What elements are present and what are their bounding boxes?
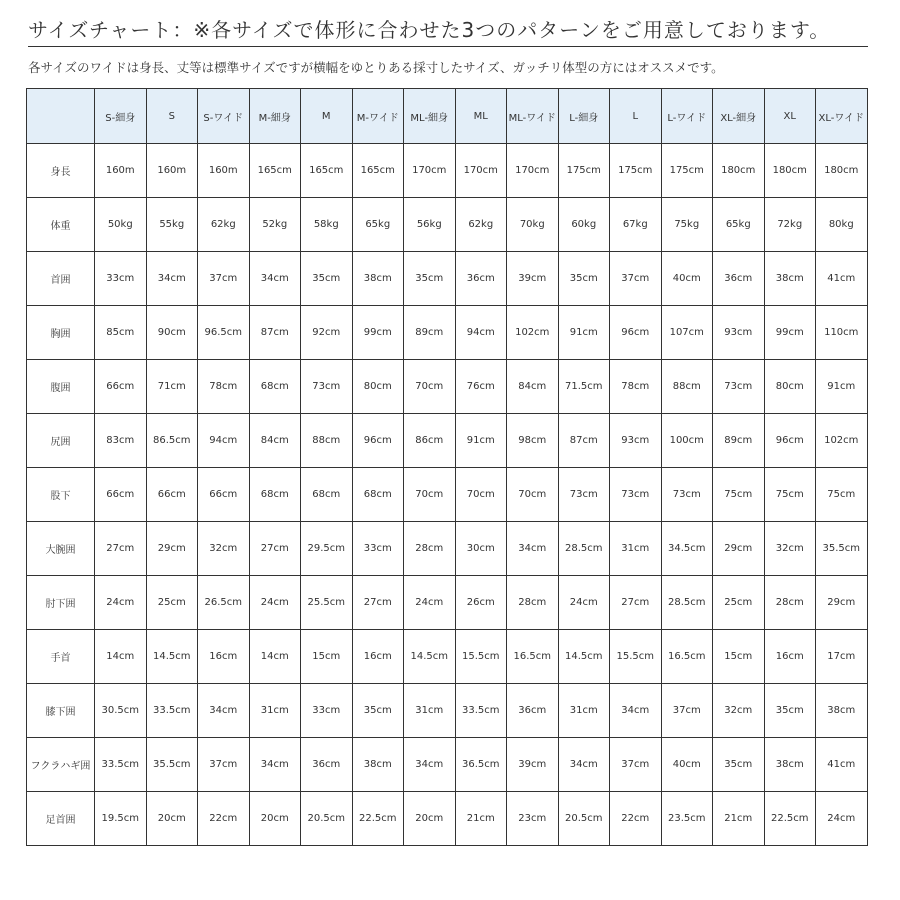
measurement-value-cell: 84cm [507, 360, 559, 414]
size-header-cell: S-細身 [95, 89, 147, 144]
table-row [27, 306, 868, 360]
measurement-value-cell: 91cm [816, 360, 868, 414]
size-header-cell: S-ワイド [198, 89, 250, 144]
measurement-value-cell: 28.5cm [558, 522, 610, 576]
measurement-label-cell: 尻囲 [27, 414, 95, 468]
measurement-value-cell: 22cm [198, 792, 250, 846]
measurement-value-cell: 28cm [764, 576, 816, 630]
measurement-value-cell: 71.5cm [558, 360, 610, 414]
measurement-value-cell: 34cm [249, 738, 301, 792]
measurement-value-cell: 37cm [610, 252, 662, 306]
measurement-value-cell: 39cm [507, 738, 559, 792]
measurement-value-cell: 180cm [764, 144, 816, 198]
measurement-value-cell: 70cm [455, 468, 507, 522]
measurement-value-cell: 99cm [352, 306, 404, 360]
measurement-value-cell: 86cm [404, 414, 456, 468]
table-header-row [27, 89, 868, 144]
measurement-value-cell: 29cm [713, 522, 765, 576]
measurement-value-cell: 24cm [95, 576, 147, 630]
measurement-value-cell: 110cm [816, 306, 868, 360]
table-row [27, 252, 868, 306]
measurement-value-cell: 32cm [764, 522, 816, 576]
measurement-value-cell: 39cm [507, 252, 559, 306]
measurement-label-cell: 体重 [27, 198, 95, 252]
measurement-value-cell: 86.5cm [146, 414, 198, 468]
measurement-value-cell: 102cm [816, 414, 868, 468]
measurement-value-cell: 160m [198, 144, 250, 198]
measurement-value-cell: 78cm [610, 360, 662, 414]
measurement-value-cell: 80cm [352, 360, 404, 414]
measurement-value-cell: 73cm [301, 360, 353, 414]
size-header-cell: ML-ワイド [507, 89, 559, 144]
measurement-value-cell: 16cm [764, 630, 816, 684]
measurement-value-cell: 16cm [198, 630, 250, 684]
measurement-value-cell: 89cm [713, 414, 765, 468]
measurement-value-cell: 38cm [352, 738, 404, 792]
measurement-value-cell: 70cm [507, 468, 559, 522]
measurement-value-cell: 96.5cm [198, 306, 250, 360]
measurement-value-cell: 70kg [507, 198, 559, 252]
measurement-value-cell: 75cm [816, 468, 868, 522]
measurement-value-cell: 14.5cm [404, 630, 456, 684]
measurement-value-cell: 38cm [816, 684, 868, 738]
measurement-value-cell: 99cm [764, 306, 816, 360]
measurement-value-cell: 28cm [507, 576, 559, 630]
measurement-value-cell: 62kg [198, 198, 250, 252]
measurement-value-cell: 31cm [249, 684, 301, 738]
measurement-value-cell: 36cm [301, 738, 353, 792]
size-header-cell: ML [455, 89, 507, 144]
measurement-value-cell: 34cm [198, 684, 250, 738]
measurement-value-cell: 68cm [249, 360, 301, 414]
measurement-value-cell: 25cm [713, 576, 765, 630]
measurement-value-cell: 16.5cm [661, 630, 713, 684]
measurement-value-cell: 65kg [352, 198, 404, 252]
measurement-value-cell: 84cm [249, 414, 301, 468]
measurement-value-cell: 34cm [404, 738, 456, 792]
table-row [27, 198, 868, 252]
measurement-value-cell: 23cm [507, 792, 559, 846]
measurement-value-cell: 107cm [661, 306, 713, 360]
measurement-value-cell: 180cm [816, 144, 868, 198]
measurement-value-cell: 27cm [352, 576, 404, 630]
measurement-value-cell: 34cm [146, 252, 198, 306]
table-row [27, 738, 868, 792]
measurement-value-cell: 91cm [455, 414, 507, 468]
measurement-value-cell: 73cm [610, 468, 662, 522]
measurement-value-cell: 73cm [558, 468, 610, 522]
measurement-value-cell: 29cm [146, 522, 198, 576]
measurement-value-cell: 180cm [713, 144, 765, 198]
measurement-value-cell: 20cm [146, 792, 198, 846]
title-divider [28, 46, 868, 47]
measurement-value-cell: 34cm [507, 522, 559, 576]
measurement-value-cell: 70cm [404, 468, 456, 522]
measurement-value-cell: 58kg [301, 198, 353, 252]
measurement-value-cell: 20.5cm [301, 792, 353, 846]
size-chart-table [26, 88, 868, 846]
measurement-value-cell: 15.5cm [455, 630, 507, 684]
measurement-value-cell: 170cm [455, 144, 507, 198]
size-header-cell: L [610, 89, 662, 144]
measurement-value-cell: 36cm [507, 684, 559, 738]
measurement-value-cell: 24cm [558, 576, 610, 630]
measurement-value-cell: 35cm [352, 684, 404, 738]
table-row [27, 522, 868, 576]
table-row [27, 792, 868, 846]
measurement-label-cell: 胸囲 [27, 306, 95, 360]
measurement-value-cell: 78cm [198, 360, 250, 414]
measurement-value-cell: 52kg [249, 198, 301, 252]
measurement-value-cell: 35cm [713, 738, 765, 792]
measurement-label-cell: 首囲 [27, 252, 95, 306]
measurement-value-cell: 32cm [198, 522, 250, 576]
measurement-label-cell: 手首 [27, 630, 95, 684]
measurement-value-cell: 22.5cm [764, 792, 816, 846]
measurement-value-cell: 33.5cm [146, 684, 198, 738]
measurement-value-cell: 88cm [661, 360, 713, 414]
size-header-cell: XL-細身 [713, 89, 765, 144]
page-title: サイズチャート：※各サイズで体形に合わせた3つのパターンをご用意しております。 [28, 18, 831, 42]
measurement-value-cell: 20.5cm [558, 792, 610, 846]
measurement-value-cell: 76cm [455, 360, 507, 414]
measurement-value-cell: 24cm [404, 576, 456, 630]
measurement-value-cell: 21cm [713, 792, 765, 846]
measurement-value-cell: 165cm [301, 144, 353, 198]
measurement-value-cell: 33cm [95, 252, 147, 306]
measurement-value-cell: 165cm [249, 144, 301, 198]
measurement-value-cell: 26.5cm [198, 576, 250, 630]
measurement-value-cell: 160m [146, 144, 198, 198]
measurement-value-cell: 87cm [249, 306, 301, 360]
size-header-cell: M [301, 89, 353, 144]
measurement-value-cell: 165cm [352, 144, 404, 198]
measurement-value-cell: 37cm [198, 252, 250, 306]
measurement-value-cell: 80kg [816, 198, 868, 252]
measurement-value-cell: 32cm [713, 684, 765, 738]
measurement-label-cell: 肘下囲 [27, 576, 95, 630]
measurement-value-cell: 25.5cm [301, 576, 353, 630]
measurement-value-cell: 35cm [404, 252, 456, 306]
measurement-value-cell: 41cm [816, 252, 868, 306]
size-header-cell: M-細身 [249, 89, 301, 144]
measurement-value-cell: 62kg [455, 198, 507, 252]
measurement-value-cell: 31cm [404, 684, 456, 738]
measurement-value-cell: 72kg [764, 198, 816, 252]
measurement-value-cell: 96cm [764, 414, 816, 468]
table-row [27, 144, 868, 198]
measurement-value-cell: 80cm [764, 360, 816, 414]
measurement-value-cell: 175cm [610, 144, 662, 198]
measurement-value-cell: 36.5cm [455, 738, 507, 792]
size-header-cell: ML-細身 [404, 89, 456, 144]
measurement-value-cell: 29cm [816, 576, 868, 630]
measurement-value-cell: 98cm [507, 414, 559, 468]
measurement-value-cell: 30cm [455, 522, 507, 576]
measurement-value-cell: 22cm [610, 792, 662, 846]
measurement-value-cell: 37cm [610, 738, 662, 792]
measurement-value-cell: 66cm [95, 468, 147, 522]
table-row [27, 576, 868, 630]
measurement-value-cell: 35cm [301, 252, 353, 306]
table-row [27, 414, 868, 468]
measurement-value-cell: 66cm [198, 468, 250, 522]
measurement-value-cell: 20cm [404, 792, 456, 846]
measurement-value-cell: 94cm [198, 414, 250, 468]
measurement-value-cell: 35cm [558, 252, 610, 306]
measurement-value-cell: 15cm [713, 630, 765, 684]
measurement-value-cell: 93cm [713, 306, 765, 360]
measurement-value-cell: 31cm [558, 684, 610, 738]
measurement-value-cell: 67kg [610, 198, 662, 252]
measurement-value-cell: 27cm [95, 522, 147, 576]
table-body [27, 144, 868, 846]
measurement-value-cell: 14.5cm [558, 630, 610, 684]
measurement-label-cell: 股下 [27, 468, 95, 522]
measurement-value-cell: 50kg [95, 198, 147, 252]
measurement-value-cell: 66cm [95, 360, 147, 414]
measurement-value-cell: 38cm [352, 252, 404, 306]
measurement-value-cell: 160m [95, 144, 147, 198]
measurement-value-cell: 25cm [146, 576, 198, 630]
measurement-value-cell: 56kg [404, 198, 456, 252]
measurement-value-cell: 22.5cm [352, 792, 404, 846]
size-header-cell: L-細身 [558, 89, 610, 144]
measurement-label-cell: 身長 [27, 144, 95, 198]
measurement-label-cell: 腹囲 [27, 360, 95, 414]
table-corner-cell [27, 89, 95, 144]
measurement-value-cell: 75kg [661, 198, 713, 252]
measurement-value-cell: 71cm [146, 360, 198, 414]
measurement-value-cell: 36cm [713, 252, 765, 306]
measurement-value-cell: 94cm [455, 306, 507, 360]
measurement-value-cell: 35.5cm [816, 522, 868, 576]
measurement-value-cell: 33.5cm [95, 738, 147, 792]
measurement-value-cell: 175cm [661, 144, 713, 198]
measurement-value-cell: 35cm [764, 684, 816, 738]
measurement-value-cell: 75cm [764, 468, 816, 522]
measurement-value-cell: 16.5cm [507, 630, 559, 684]
measurement-value-cell: 33.5cm [455, 684, 507, 738]
table-row [27, 468, 868, 522]
page-subtitle: 各サイズのワイドは身長、丈等は標準サイズですが横幅をゆとりある採寸したサイズ、ガッチリ体型の方にはオススメです。 [28, 60, 724, 75]
measurement-value-cell: 40cm [661, 738, 713, 792]
measurement-value-cell: 33cm [352, 522, 404, 576]
measurement-label-cell: 膝下囲 [27, 684, 95, 738]
measurement-value-cell: 40cm [661, 252, 713, 306]
measurement-value-cell: 34cm [249, 252, 301, 306]
measurement-value-cell: 34cm [610, 684, 662, 738]
measurement-value-cell: 96cm [352, 414, 404, 468]
measurement-value-cell: 26cm [455, 576, 507, 630]
measurement-label-cell: フクラハギ囲 [27, 738, 95, 792]
measurement-value-cell: 17cm [816, 630, 868, 684]
measurement-value-cell: 96cm [610, 306, 662, 360]
measurement-value-cell: 73cm [713, 360, 765, 414]
measurement-value-cell: 87cm [558, 414, 610, 468]
measurement-value-cell: 85cm [95, 306, 147, 360]
measurement-value-cell: 68cm [249, 468, 301, 522]
measurement-value-cell: 16cm [352, 630, 404, 684]
measurement-value-cell: 83cm [95, 414, 147, 468]
measurement-value-cell: 33cm [301, 684, 353, 738]
measurement-value-cell: 27cm [249, 522, 301, 576]
measurement-value-cell: 170cm [507, 144, 559, 198]
measurement-value-cell: 73cm [661, 468, 713, 522]
measurement-value-cell: 68cm [301, 468, 353, 522]
measurement-value-cell: 14cm [95, 630, 147, 684]
measurement-value-cell: 100cm [661, 414, 713, 468]
measurement-value-cell: 14cm [249, 630, 301, 684]
measurement-value-cell: 41cm [816, 738, 868, 792]
measurement-value-cell: 28cm [404, 522, 456, 576]
measurement-value-cell: 38cm [764, 252, 816, 306]
measurement-value-cell: 92cm [301, 306, 353, 360]
measurement-value-cell: 24cm [816, 792, 868, 846]
measurement-value-cell: 19.5cm [95, 792, 147, 846]
measurement-value-cell: 21cm [455, 792, 507, 846]
size-header-cell: S [146, 89, 198, 144]
measurement-label-cell: 大腕囲 [27, 522, 95, 576]
size-header-cell: M-ワイド [352, 89, 404, 144]
measurement-value-cell: 68cm [352, 468, 404, 522]
size-header-cell: XL [764, 89, 816, 144]
measurement-value-cell: 30.5cm [95, 684, 147, 738]
measurement-value-cell: 37cm [661, 684, 713, 738]
measurement-value-cell: 14.5cm [146, 630, 198, 684]
measurement-value-cell: 93cm [610, 414, 662, 468]
size-header-cell: L-ワイド [661, 89, 713, 144]
measurement-value-cell: 15.5cm [610, 630, 662, 684]
measurement-value-cell: 28.5cm [661, 576, 713, 630]
measurement-value-cell: 35.5cm [146, 738, 198, 792]
measurement-value-cell: 15cm [301, 630, 353, 684]
table-row [27, 630, 868, 684]
measurement-value-cell: 29.5cm [301, 522, 353, 576]
measurement-value-cell: 170cm [404, 144, 456, 198]
measurement-value-cell: 90cm [146, 306, 198, 360]
measurement-value-cell: 89cm [404, 306, 456, 360]
measurement-value-cell: 175cm [558, 144, 610, 198]
measurement-value-cell: 75cm [713, 468, 765, 522]
measurement-value-cell: 34.5cm [661, 522, 713, 576]
measurement-value-cell: 34cm [558, 738, 610, 792]
measurement-value-cell: 24cm [249, 576, 301, 630]
measurement-value-cell: 31cm [610, 522, 662, 576]
measurement-value-cell: 65kg [713, 198, 765, 252]
table-row [27, 684, 868, 738]
measurement-value-cell: 102cm [507, 306, 559, 360]
measurement-value-cell: 27cm [610, 576, 662, 630]
measurement-value-cell: 20cm [249, 792, 301, 846]
measurement-value-cell: 36cm [455, 252, 507, 306]
measurement-label-cell: 足首囲 [27, 792, 95, 846]
measurement-value-cell: 37cm [198, 738, 250, 792]
measurement-value-cell: 23.5cm [661, 792, 713, 846]
table-row [27, 360, 868, 414]
measurement-value-cell: 66cm [146, 468, 198, 522]
measurement-value-cell: 88cm [301, 414, 353, 468]
measurement-value-cell: 70cm [404, 360, 456, 414]
measurement-value-cell: 38cm [764, 738, 816, 792]
measurement-value-cell: 55kg [146, 198, 198, 252]
measurement-value-cell: 60kg [558, 198, 610, 252]
measurement-value-cell: 91cm [558, 306, 610, 360]
size-header-cell: XL-ワイド [816, 89, 868, 144]
